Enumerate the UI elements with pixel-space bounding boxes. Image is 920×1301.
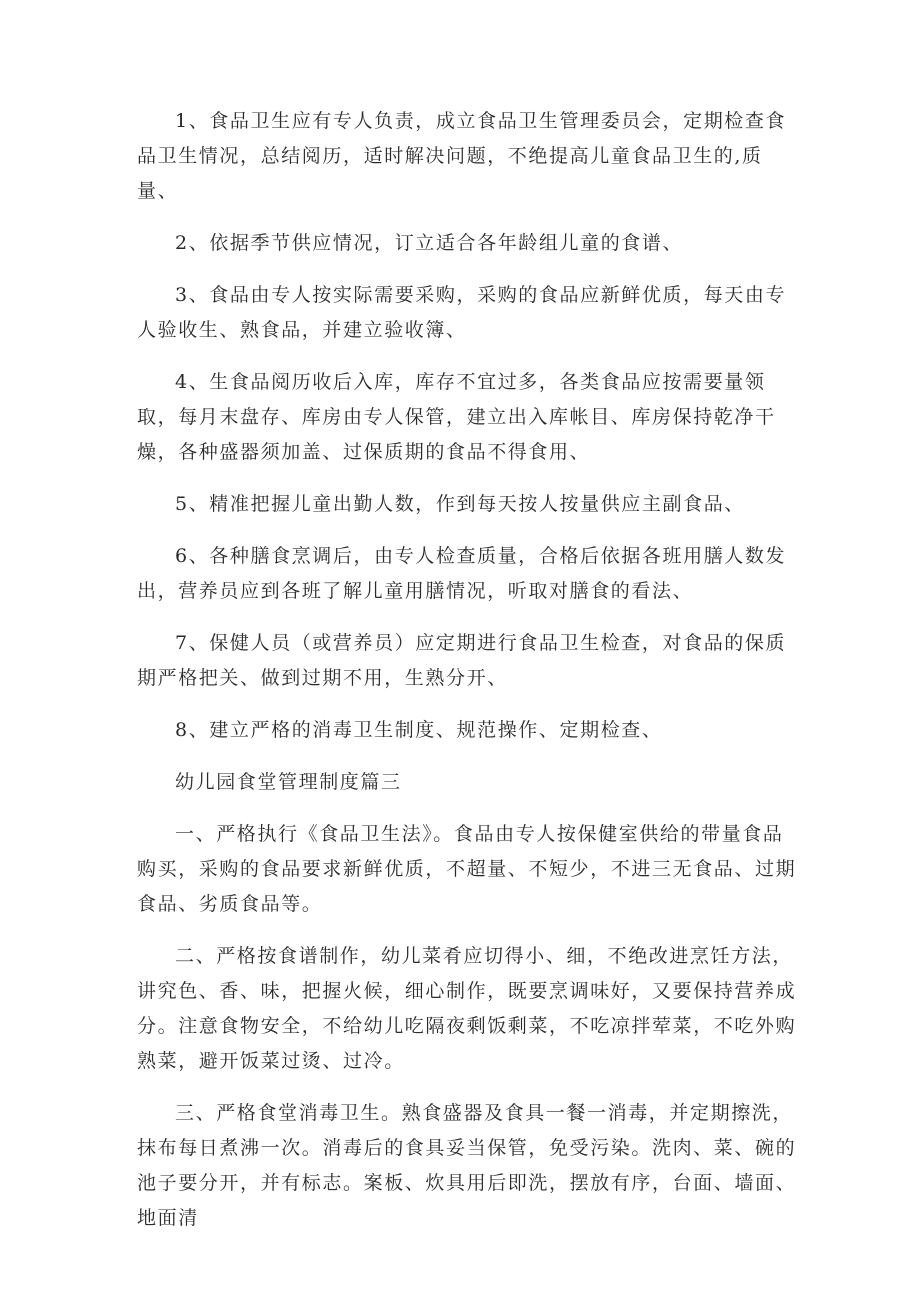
paragraph-rule-3: 3、食品由专人按实际需要采购，采购的食品应新鲜优质，每天由专人验收生、熟食品，并建立验收簿、 xyxy=(137,284,787,341)
paragraph-rule-2: 2、依据季节供应情况，订立适合各年龄组儿童的食谱、 xyxy=(175,232,684,254)
paragraph-rule-4: 4、生食品阅历收后入库，库存不宜过多，各类食品应按需要量领取，每月末盘存、库房由专人保管，建立出入库帐目、库房保持乾净干燥，各种盛器须加盖、过保质期的食品不得食用、 xyxy=(137,371,776,463)
section-heading: 幼儿园食堂管理制度篇三 xyxy=(175,771,402,793)
paragraph-rule-5: 5、精准把握儿童出勤人数，作到每天按人按量供应主副食品、 xyxy=(175,493,745,515)
paragraph-rule-8: 8、建立严格的消毒卫生制度、规范操作、定期检查、 xyxy=(175,719,663,741)
paragraph-section-2: 二、严格按食谱制作，幼儿菜肴应切得小、细，不绝改进烹饪方法，讲究色、香、味，把握火候，细心制作，既要烹调味好，又要保持营养成分。注意食物安全，不给幼儿吃隔夜剩饭剩菜，不吃凉拌荤菜，不吃外购熟菜，避开饭菜过烫、过冷。 xyxy=(137,945,797,1072)
paragraph-section-3: 三、严格食堂消毒卫生。熟食盛器及食具一餐一消毒，并定期擦洗，抹布每日煮沸一次。消毒后的食具妥当保管，免受污染。洗肉、菜、碗的池子要分开，并有标志。案板、炊具用后即洗，摆放有序，台面、墙面、地面清 xyxy=(137,1102,797,1229)
paragraph-rule-1: 1、食品卫生应有专人负责，成立食品卫生管理委员会，定期检查食品卫生情况，总结阅历，适时解决问题，不绝提高儿童食品卫生的,质量、 xyxy=(137,110,787,202)
paragraph-rule-6: 6、各种膳食烹调后，由专人检查质量，合格后依据各班用膳人数发出，营养员应到各班了解儿童用膳情况，听取对膳食的看法、 xyxy=(137,545,787,602)
paragraph-rule-7: 7、保健人员（或营养员）应定期进行食品卫生检查，对食品的保质期严格把关、做到过期不用，生熟分开、 xyxy=(137,632,787,689)
document-body xyxy=(137,104,797,1253)
paragraph-section-1: 一、严格执行《食品卫生法》。食品由专人按保健室供给的带量食品购买，采购的食品要求新鲜优质，不超量、不短少，不进三无食品、过期食品、劣质食品等。 xyxy=(137,823,797,915)
